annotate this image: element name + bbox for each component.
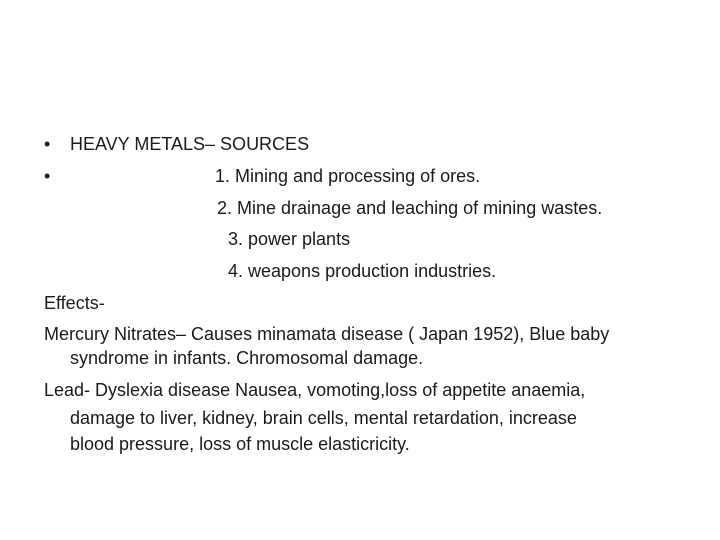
bullet-marker-1: • xyxy=(44,134,51,154)
source-item-2: 2. Mine drainage and leaching of mining wastes. xyxy=(217,198,603,218)
lead-effect-line-3: blood pressure, loss of muscle elasticricity. xyxy=(70,434,410,454)
source-item-3: 3. power plants xyxy=(228,229,351,249)
mercury-effect-line-2: syndrome in infants. Chromosomal damage. xyxy=(70,348,424,368)
heavy-metals-heading: HEAVY METALS– SOURCES xyxy=(70,134,310,154)
source-item-4: 4. weapons production industries. xyxy=(228,261,497,281)
lead-effect-line-2: damage to liver, kidney, brain cells, mental retardation, increase xyxy=(70,408,577,428)
mercury-effect-line-1: Mercury Nitrates– Causes minamata disease ( Japan 1952), Blue baby xyxy=(44,324,610,344)
source-item-1: 1. Mining and processing of ores. xyxy=(215,166,481,186)
lead-effect-line-1: Lead- Dyslexia disease Nausea, vomoting,loss of appetite anaemia, xyxy=(44,380,586,400)
bullet-marker-2: • xyxy=(44,166,51,186)
effects-heading: Effects- xyxy=(44,293,105,313)
